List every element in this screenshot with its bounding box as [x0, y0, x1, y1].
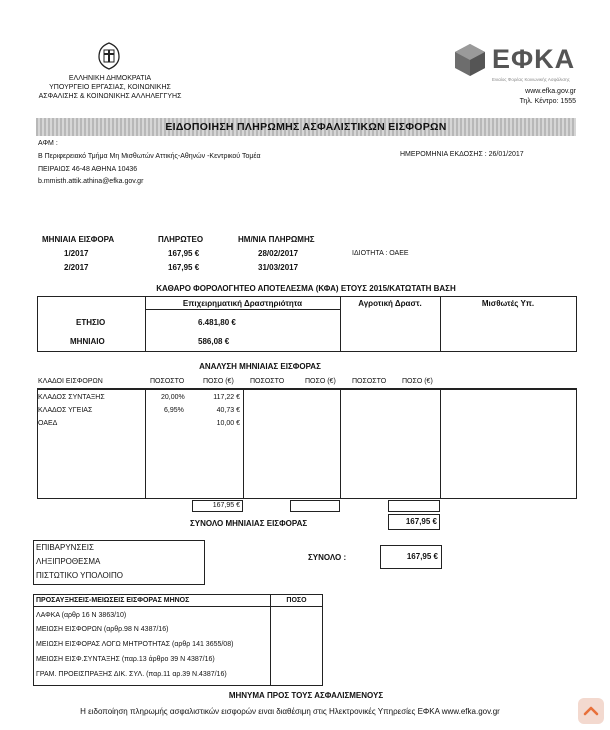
adjustment-row-2: ΜΕΙΩΣΗ ΕΙΣΦΟΡΩΝ (αρθρ.98 Ν 4387/16) — [36, 626, 169, 633]
scroll-up-button[interactable] — [578, 698, 604, 724]
extras-surcharges: ΕΠΙΒΑΡΥΝΣΕΙΣ — [36, 543, 94, 552]
analysis-title: ΑΝΑΛΥΣΗ ΜΗΝΙΑΙΑΣ ΕΙΣΦΟΡΑΣ — [199, 362, 321, 371]
analysis-row-name-1: ΚΛΑΔΟΣ ΣΥΝΤΑΞΗΣ — [38, 394, 105, 401]
efka-logo-text: ΕΦΚΑ — [492, 44, 576, 74]
efka-phone: Τηλ. Κέντρο: 1555 — [519, 98, 576, 105]
analysis-header-amount-1: ΠΟΣΟ (€) — [203, 378, 234, 385]
afm-label: ΑΦΜ : — [38, 140, 58, 147]
analysis-row-amount-1: 117,22 € — [213, 394, 240, 401]
kfa-title: ΚΑΘΑΡΟ ΦΟΡΟΛΟΓΗΤΕΟ ΑΠΟΤΕΛΕΣΜΑ (ΚΦΑ) ΕΤΟΥΣ 2015/ΚΑΤΩΤΑΤΗ ΒΑΣΗ — [156, 284, 456, 293]
analysis-row-name-2: ΚΛΑΔΟΣ ΥΓΕΙΑΣ — [38, 407, 93, 414]
gov-line-1: ΕΛΛΗΝΙΚΗ ΔΗΜΟΚΡΑΤΙΑ — [68, 75, 152, 82]
kfa-row-monthly-value: 586,08 € — [198, 337, 230, 346]
kfa-row-annual-label: ΕΤΗΣΙΟ — [76, 318, 106, 327]
analysis-header-amount-2: ΠΟΣΟ (€) — [305, 378, 336, 385]
adjustment-row-3: ΜΕΙΩΣΗ ΕΙΣΦΟΡΑΣ ΛΟΓΩ ΜΗΤΡΟΤΗΤΑΣ (αρθρ 141 3655/08) — [36, 641, 234, 648]
monthly-total-label: ΣΥΝΟΛΟ ΜΗΝΙΑΙΑΣ ΕΙΣΦΟΡΑΣ — [190, 519, 308, 528]
analysis-subtotal: 167,95 € — [212, 502, 240, 509]
footer-title: ΜΗΝΥΜΑ ΠΡΟΣ ΤΟΥΣ ΑΣΦΑΛΙΣΜΕΝΟΥΣ — [228, 691, 384, 700]
grand-total-value: 167,95 € — [406, 552, 438, 561]
efka-cube-logo-icon — [452, 42, 488, 78]
monthly-total-value: 167,95 € — [405, 517, 437, 526]
document-title: ΕΙΔΟΠΟΙΗΣΗ ΠΛΗΡΩΜΗΣ ΑΣΦΑΛΙΣΤΙΚΩΝ ΕΙΣΦΟΡΩΝ — [165, 121, 447, 133]
kfa-row-monthly-label: ΜΗΝΙΑΙΟ — [70, 337, 105, 346]
issue-date: ΗΜΕΡΟΜΗΝΙΑ ΕΚΔΟΣΗΣ : 26/01/2017 — [400, 151, 524, 158]
sender-address: ΠΕΙΡΑΙΩΣ 46-48 ΑΘΗΝΑ 10436 — [38, 166, 138, 173]
analysis-row-pct-2: 6,95% — [164, 407, 184, 414]
sender-email: b.mmisth.attik.athina@efka.gov.gr — [38, 178, 144, 185]
payment-month-2: 2/2017 — [64, 263, 89, 272]
subtotal-box-3 — [388, 500, 440, 512]
efka-website[interactable]: www.efka.gov.gr — [525, 88, 576, 95]
analysis-header-pct-3: ΠΟΣΟΣΤΟ — [352, 378, 387, 385]
adjustment-row-5: ΓΡΑΜ. ΠΡΟΕΙΣΠΡΑΞΗΣ ΔΙΚ. ΣΥΛ. (παρ.11 αρ.39 Ν.4387/16) — [36, 671, 227, 678]
subtotal-box-2 — [290, 500, 340, 512]
kfa-col-agricultural: Αγροτική Δραστ. — [358, 299, 422, 308]
efka-logo-subtitle: Ενιαίος Φορέας Κοινωνικής Ασφάλισης — [492, 77, 570, 82]
gov-line-3: ΑΣΦΑΛΙΣΗΣ & ΚΟΙΝΩΝΙΚΗΣ ΑΛΛΗΛΕΓΓΥΗΣ — [38, 93, 182, 100]
adjustment-row-4: ΜΕΙΩΣΗ ΕΙΣΦ.ΣΥΝΤΑΞΗΣ (παρ.13 άρθρο 39 Ν 4387/16) — [36, 656, 215, 663]
coat-of-arms-icon — [96, 42, 122, 70]
adjustments-header: ΠΡΟΣΑΥΞΗΣΕΙΣ-ΜΕΙΩΣΕΙΣ ΕΙΣΦΟΡΑΣ ΜΗΝΟΣ — [36, 597, 190, 604]
analysis-header-pct-1: ΠΟΣΟΣΤΟ — [150, 378, 185, 385]
analysis-row-amount-3: 10,00 € — [216, 420, 240, 427]
kfa-col-salaried: Μισθωτές Υπ. — [481, 299, 535, 308]
title-banner — [36, 118, 576, 136]
insurance-status: ΙΔΙΟΤΗΤΑ : ΟΑΕΕ — [352, 250, 409, 257]
chevron-up-icon — [578, 698, 604, 724]
analysis-header-amount-3: ΠΟΣΟ (€) — [402, 378, 433, 385]
extras-overdue: ΛΗΞΙΠΡΟΘΕΣΜΑ — [36, 557, 101, 566]
gov-line-2: ΥΠΟΥΡΓΕΙΟ ΕΡΓΑΣΙΑΣ, ΚΟΙΝΩΝΙΚΗΣ — [49, 84, 171, 91]
payment-amount-2: 167,95 € — [168, 263, 200, 272]
analysis-table — [37, 389, 577, 499]
adjustment-row-1: ΛΑΦΚΑ (αρθρ 16 Ν 3863/10) — [36, 612, 127, 619]
payments-header-amount: ΠΛΗΡΩΤΕΟ — [158, 235, 204, 244]
analysis-row-amount-2: 40,73 € — [216, 407, 240, 414]
extras-credit-balance: ΠΙΣΤΩΤΙΚΟ ΥΠΟΛΟΙΠΟ — [36, 571, 123, 580]
gov-header — [20, 74, 200, 101]
kfa-row-annual-value: 6.481,80 € — [198, 318, 236, 327]
payment-date-2: 31/03/2017 — [258, 263, 299, 272]
analysis-header-pct-2: ΠΟΣΟΣΤΟ — [250, 378, 285, 385]
payment-month-1: 1/2017 — [64, 249, 89, 258]
sender-department: Β Περιφερειακό Τμήμα Μη Μισθωτών Αττικής-Αθηνών -Κεντρικού Τομέα — [38, 153, 261, 160]
payments-header-month: ΜΗΝΙΑΙΑ ΕΙΣΦΟΡΑ — [42, 235, 115, 244]
kfa-col-business: Επιχειρηματική Δραστηριότητα — [182, 299, 303, 308]
analysis-header-branches: ΚΛΑΔΟΙ ΕΙΣΦΟΡΩΝ — [38, 378, 103, 385]
adjustments-amount-header: ΠΟΣΟ — [286, 597, 307, 604]
payments-header-date: ΗΜ/ΝΙΑ ΠΛΗΡΩΜΗΣ — [238, 235, 315, 244]
analysis-row-name-3: ΟΑΕΔ — [38, 420, 58, 427]
footer-message: Η ειδοποίηση πληρωμής ασφαλιστικών εισφορών ειναι διαθέσιμη στις Ηλεκτρονικές Υπηρεσίες ΕΦΚΑ www.efka.gov.gr — [80, 707, 500, 716]
grand-total-label: ΣΥΝΟΛΟ : — [308, 553, 347, 562]
analysis-row-pct-1: 20,00% — [161, 394, 185, 401]
payment-amount-1: 167,95 € — [168, 249, 200, 258]
payment-date-1: 28/02/2017 — [258, 249, 299, 258]
